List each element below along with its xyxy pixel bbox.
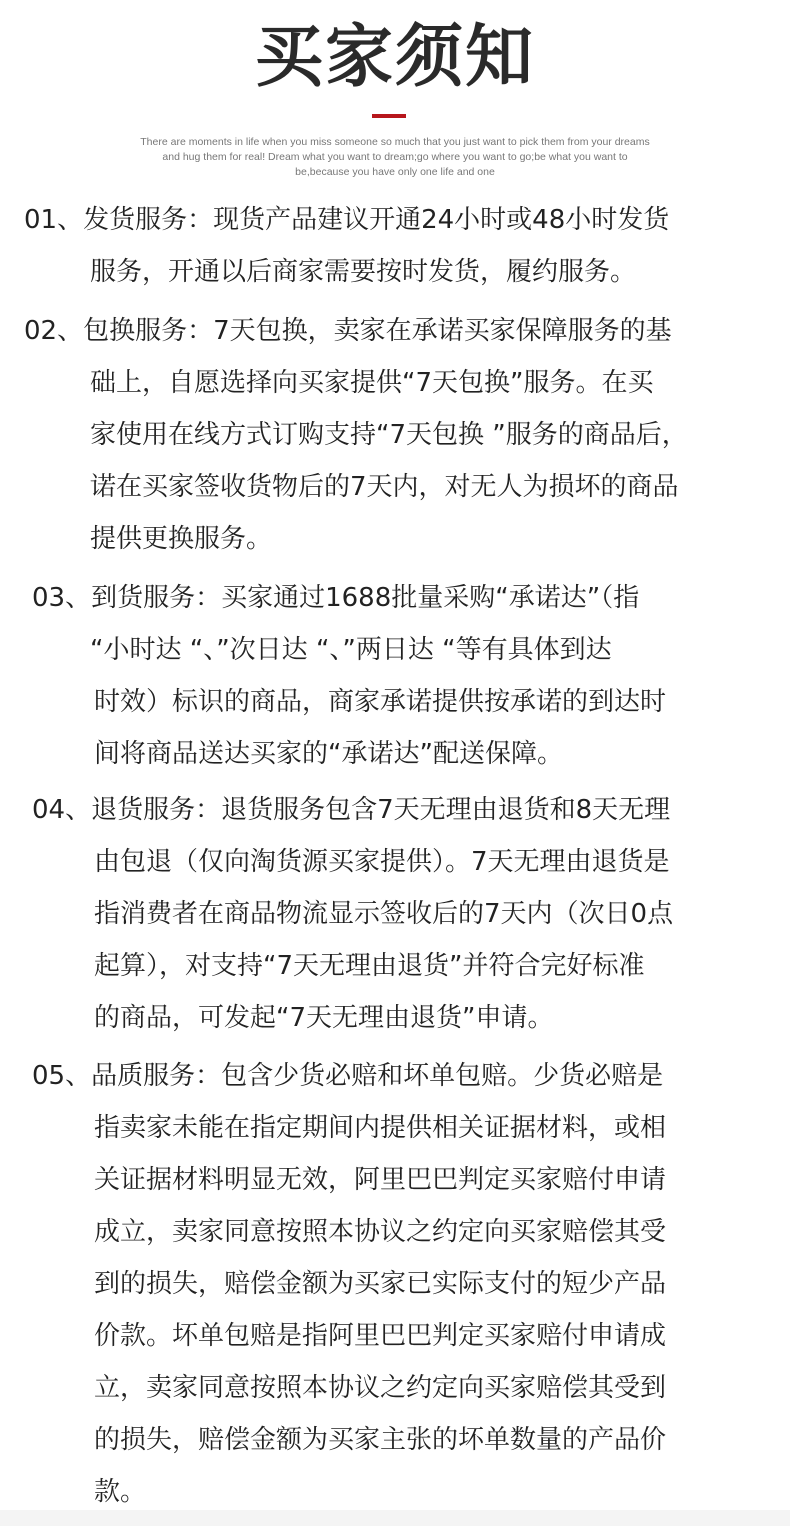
notice-line: 05、品质服务：包含少货必赔和坏单包赔。少货必赔是 — [32, 1061, 664, 1091]
notice-line: 由包退（仅向淘货源买家提供）。7天无理由退货是 — [94, 847, 670, 877]
notice-item-shipping — [24, 194, 669, 298]
notice-item-return — [32, 784, 673, 1044]
notice-line: 时效）标识的商品，商家承诺提供按承诺的到达时 — [94, 687, 667, 717]
notice-line: 础上，自愿选择向买家提供“7天包换”服务。在买 — [90, 368, 654, 398]
notice-line: 提供更换服务。 — [90, 524, 273, 554]
notice-line: 的损失，赔偿金额为买家主张的坏单数量的产品价 — [94, 1425, 667, 1455]
notice-line: 02、包换服务：7天包换，卖家在承诺买家保障服务的基 — [24, 316, 672, 346]
notice-line: 间将商品送达买家的“承诺达”配送保障。 — [94, 739, 563, 769]
footer-band — [0, 1510, 790, 1526]
notice-line: “小时达 “、”次日达 “、”两日达 “等有具体到达 — [90, 635, 612, 665]
page-subtitle: There are moments in life when you miss someone so much that you just want to pick them from your dreams and hug them for real! Dream what you want to dream;go where you want to go;be what you want to be,because you have only one life and one — [140, 136, 650, 178]
notice-line: 家使用在线方式订购支持“7天包换 ”服务的商品后， — [90, 420, 688, 450]
notice-line: 04、退货服务：退货服务包含7天无理由退货和8天无理 — [32, 795, 671, 825]
notice-line: 01、发货服务：现货产品建议开通24小时或48小时发货 — [24, 205, 670, 235]
notice-item-delivery — [32, 572, 666, 780]
notice-line: 到的损失，赔偿金额为买家已实际支付的短少产品 — [94, 1269, 667, 1299]
notice-line: 指消费者在商品物流显示签收后的7天内（次日0点 — [94, 899, 674, 929]
notice-line: 起算），对支持“7天无理由退货”并符合完好标准 — [94, 951, 645, 981]
notice-line: 款。 — [94, 1477, 147, 1507]
notice-line: 的商品，可发起“7天无理由退货”申请。 — [94, 1003, 554, 1033]
notice-line: 价款。坏单包赔是指阿里巴巴判定买家赔付申请成 — [94, 1321, 667, 1351]
notice-line: 关证据材料明显无效，阿里巴巴判定买家赔付申请 — [94, 1165, 667, 1195]
notice-line: 成立，卖家同意按照本协议之约定向买家赔偿其受 — [94, 1217, 667, 1247]
title-accent-bar — [372, 114, 406, 118]
notice-item-quality — [32, 1050, 666, 1518]
notice-line: 03、到货服务：买家通过1688批量采购“承诺达”（指 — [32, 583, 640, 613]
page-title: 买家须知 — [254, 18, 535, 97]
notice-item-exchange — [24, 305, 688, 565]
notice-line: 指卖家未能在指定期间内提供相关证据材料，或相 — [94, 1113, 667, 1143]
notice-line: 服务，开通以后商家需要按时发货，履约服务。 — [90, 257, 637, 287]
notice-line: 诺在买家签收货物后的7天内，对无人为损坏的商品 — [90, 472, 679, 502]
notice-line: 立，卖家同意按照本协议之约定向买家赔偿其受到 — [94, 1373, 667, 1403]
